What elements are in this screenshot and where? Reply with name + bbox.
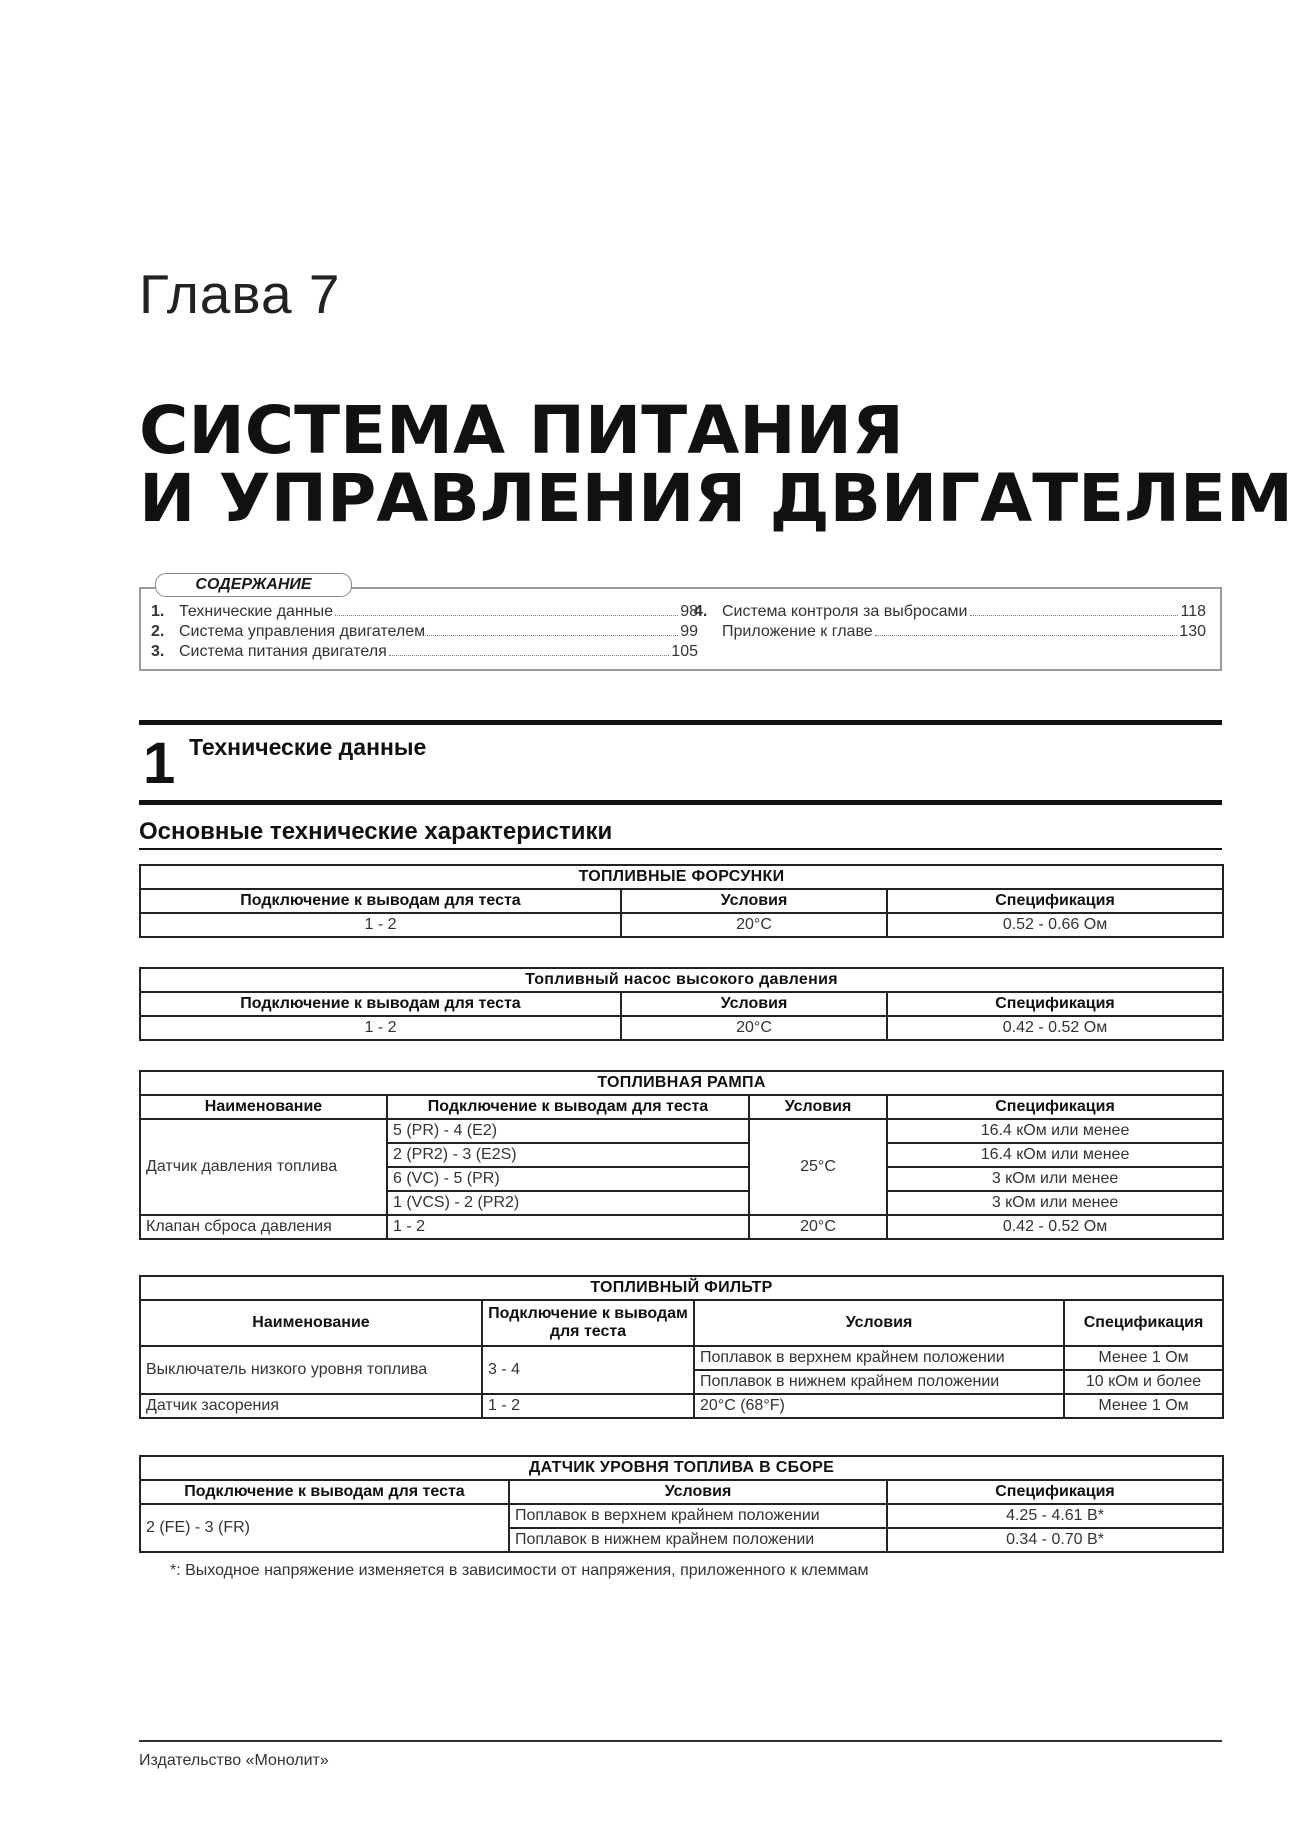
section-number: 1 — [143, 731, 176, 796]
toc-leader-dots — [427, 635, 678, 636]
column-header: Спецификация — [1064, 1300, 1223, 1346]
cell-spec: Менее 1 Ом — [1064, 1346, 1223, 1370]
table-caption: ТОПЛИВНЫЙ ФИЛЬТР — [140, 1276, 1223, 1300]
cell-terminals: 2 (FE) - 3 (FR) — [140, 1504, 509, 1552]
toc-item-2[interactable] — [151, 623, 698, 641]
footer-rule — [139, 1740, 1222, 1742]
cell-condition: 25°C — [749, 1119, 887, 1215]
table-caption: ТОПЛИВНАЯ РАМПА — [140, 1071, 1223, 1095]
cell-spec: 0.52 - 0.66 Ом — [887, 913, 1223, 937]
toc-item-page: 99 — [680, 623, 698, 640]
table-row — [140, 913, 1223, 937]
table-row — [140, 1504, 1223, 1528]
table-caption: Топливный насос высокого давления — [140, 968, 1223, 992]
cell-terminals: 1 - 2 — [482, 1394, 694, 1418]
column-header: Наименование — [140, 1095, 387, 1119]
column-header: Подключение к выводам для теста — [140, 992, 621, 1016]
column-header: Условия — [621, 992, 887, 1016]
table-fuel-level-sensor — [139, 1455, 1224, 1553]
cell-terminals: 6 (VC) - 5 (PR) — [387, 1167, 749, 1191]
footnote: *: Выходное напряжение изменяется в зависимости от напряжения, приложенного к клеммам — [170, 1562, 869, 1579]
table-caption: ТОПЛИВНЫЕ ФОРСУНКИ — [140, 865, 1223, 889]
toc-leader-dots — [389, 655, 670, 656]
table-caption: ДАТЧИК УРОВНЯ ТОПЛИВА В СБОРЕ — [140, 1456, 1223, 1480]
cell-name: Датчик давления топлива — [140, 1119, 387, 1215]
cell-terminals: 1 (VCS) - 2 (PR2) — [387, 1191, 749, 1215]
cell-name: Датчик засорения — [140, 1394, 482, 1418]
subsection-title: Основные технические характеристики — [139, 818, 613, 845]
cell-name: Выключатель низкого уровня топлива — [140, 1346, 482, 1394]
table-row — [140, 1394, 1223, 1418]
cell-condition: 20°C — [621, 1016, 887, 1040]
chapter-title-line-1: СИСТЕМА ПИТАНИЯ — [139, 392, 904, 469]
cell-terminals: 1 - 2 — [140, 1016, 621, 1040]
table-row — [140, 1119, 1223, 1143]
toc-item-page: 98 — [680, 603, 698, 620]
table-fuel-injectors — [139, 864, 1224, 938]
toc-item-label: Технические данные — [179, 603, 334, 620]
cell-condition: Поплавок в нижнем крайнем положении — [694, 1370, 1064, 1394]
contents-box — [139, 587, 1222, 671]
cell-spec: 3 кОм или менее — [887, 1167, 1223, 1191]
column-header: Спецификация — [887, 889, 1223, 913]
cell-condition: 20°C — [749, 1215, 887, 1239]
toc-item-number: 1. — [151, 603, 165, 620]
toc-item-4[interactable] — [694, 603, 1206, 621]
cell-spec: 0.42 - 0.52 Ом — [887, 1016, 1223, 1040]
cell-spec: 10 кОм и более — [1064, 1370, 1223, 1394]
toc-item-appendix[interactable] — [694, 623, 1206, 641]
cell-condition: Поплавок в верхнем крайнем положении — [509, 1504, 887, 1528]
cell-terminals: 1 - 2 — [140, 913, 621, 937]
chapter-label: Глава 7 — [139, 263, 341, 325]
toc-item-page: 130 — [1179, 623, 1206, 640]
table-row — [140, 1346, 1223, 1370]
column-header: Спецификация — [887, 1095, 1223, 1119]
cell-spec: 16.4 кОм или менее — [887, 1143, 1223, 1167]
cell-terminals: 1 - 2 — [387, 1215, 749, 1239]
cell-terminals: 5 (PR) - 4 (E2) — [387, 1119, 749, 1143]
column-header: Наименование — [140, 1300, 482, 1346]
column-header: Условия — [749, 1095, 887, 1119]
toc-item-label: Приложение к главе — [722, 623, 873, 640]
column-header: Условия — [509, 1480, 887, 1504]
cell-spec: 0.42 - 0.52 Ом — [887, 1215, 1223, 1239]
table-hp-fuel-pump — [139, 967, 1224, 1041]
toc-item-label: Система питания двигателя — [179, 643, 387, 660]
toc-item-number: 4. — [694, 603, 708, 620]
contents-label: СОДЕРЖАНИЕ — [155, 573, 352, 597]
table-fuel-rail — [139, 1070, 1224, 1240]
cell-condition: 20°C (68°F) — [694, 1394, 1064, 1418]
column-header: Подключение к выводам для теста — [140, 889, 621, 913]
table-row — [140, 1016, 1223, 1040]
toc-leader-dots — [970, 615, 1179, 616]
cell-spec: 4.25 - 4.61 В* — [887, 1504, 1223, 1528]
cell-name: Клапан сброса давления — [140, 1215, 387, 1239]
column-header: Условия — [694, 1300, 1064, 1346]
cell-condition: 20°C — [621, 913, 887, 937]
cell-spec: Менее 1 Ом — [1064, 1394, 1223, 1418]
toc-item-3[interactable] — [151, 643, 698, 661]
publisher-footer: Издательство «Монолит» — [139, 1752, 329, 1769]
toc-item-1[interactable] — [151, 603, 698, 621]
toc-item-label: Система управления двигателем — [179, 623, 426, 640]
column-header: Спецификация — [887, 992, 1223, 1016]
cell-spec: 16.4 кОм или менее — [887, 1119, 1223, 1143]
column-header: Подключение к выводам для теста — [387, 1095, 749, 1119]
table-fuel-filter — [139, 1275, 1224, 1419]
column-header: Спецификация — [887, 1480, 1223, 1504]
section-title: Технические данные — [189, 734, 427, 760]
section-rule-bottom — [139, 800, 1222, 805]
column-header: Условия — [621, 889, 887, 913]
table-row — [140, 1215, 1223, 1239]
cell-spec: 3 кОм или менее — [887, 1191, 1223, 1215]
toc-item-number: 2. — [151, 623, 165, 640]
section-rule-top — [139, 720, 1222, 725]
cell-condition: Поплавок в нижнем крайнем положении — [509, 1528, 887, 1552]
cell-spec: 0.34 - 0.70 В* — [887, 1528, 1223, 1552]
toc-leader-dots — [335, 615, 678, 616]
toc-item-number: 3. — [151, 643, 165, 660]
cell-terminals: 2 (PR2) - 3 (E2S) — [387, 1143, 749, 1167]
chapter-title-line-2: И УПРАВЛЕНИЯ ДВИГАТЕЛЕМ — [139, 460, 1294, 537]
subsection-rule — [139, 848, 1222, 850]
column-header: Подключение к выводам для теста — [140, 1480, 509, 1504]
toc-item-page: 105 — [671, 643, 698, 660]
column-header: Подключение к выводам для теста — [482, 1300, 694, 1346]
toc-item-page: 118 — [1180, 603, 1206, 620]
cell-terminals: 3 - 4 — [482, 1346, 694, 1394]
toc-item-label: Система контроля за выбросами — [722, 603, 968, 620]
toc-leader-dots — [875, 635, 1178, 636]
cell-condition: Поплавок в верхнем крайнем положении — [694, 1346, 1064, 1370]
